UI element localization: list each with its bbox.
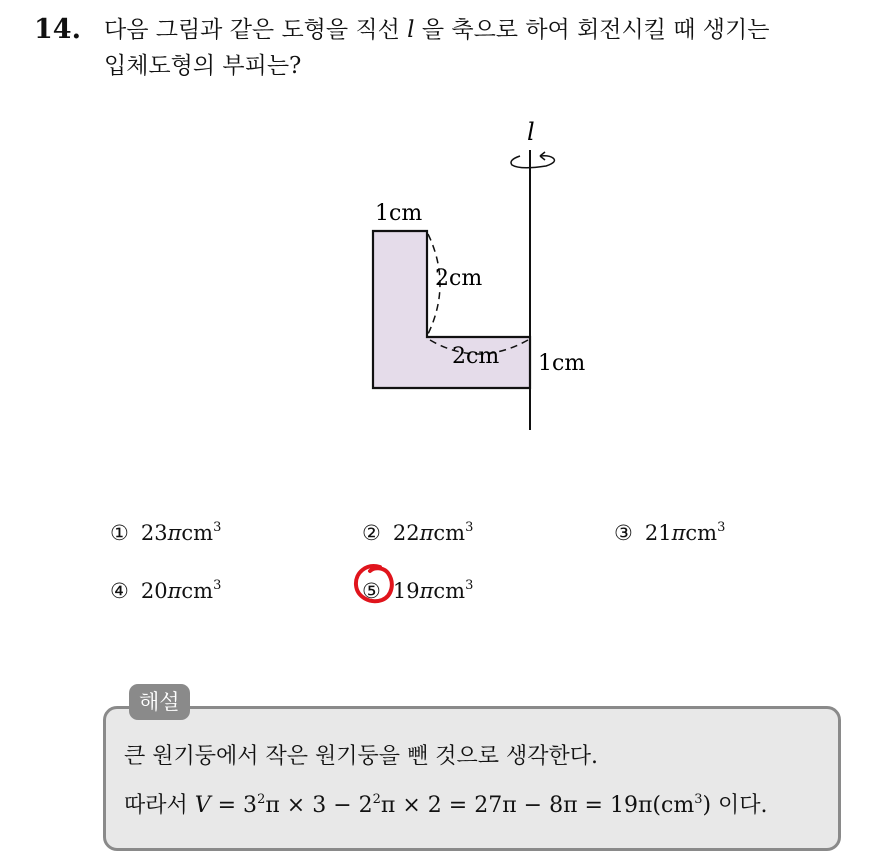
pi-symbol: π [167,521,182,545]
question-text-post: 을 축으로 하여 회전시킬 때 생기는 [414,17,770,43]
pi-symbol: π [671,521,686,545]
exponent: 2 [372,792,381,807]
choice-exponent: 3 [213,578,222,593]
axis-label: l [527,118,535,146]
solution-tag: 해설 [129,684,190,720]
solution-line1: 큰 원기둥에서 작은 원기둥을 뺀 것으로 생각한다. [124,744,598,769]
choice-unit: cm [181,579,214,603]
choice-number: ③ [614,521,633,545]
question-text-pre: 다음 그림과 같은 도형을 직선 [104,17,408,43]
choice-unit: cm [433,579,466,603]
question-text-line2: 입체도형의 부피는? [104,53,302,79]
question-number: 14. [34,14,81,45]
solution-text: 따라서 [124,793,195,818]
solution-line2 [124,785,768,821]
choice-coefficient: 23 [140,521,168,545]
choice-4[interactable] [110,572,221,605]
choice-exponent: 3 [465,578,474,593]
pi-symbol: π [419,579,434,603]
choice-coefficient: 20 [140,579,168,603]
rotation-figure [340,110,620,440]
choice-exponent: 3 [213,520,222,535]
solution-text: = 3 [210,793,258,818]
exponent: 2 [257,792,266,807]
choice-unit: cm [433,521,466,545]
volume-variable: V [194,793,211,818]
pi-symbol: π [419,521,434,545]
rotation-arrow-icon [511,156,554,168]
choice-coefficient: 21 [644,521,672,545]
solution-text: π × 3 − 2 [265,793,373,818]
choice-exponent: 3 [717,520,726,535]
question-text-line1 [104,15,769,45]
choice-coefficient: 22 [392,521,420,545]
choice-unit: cm [181,521,214,545]
choice-number: ① [110,521,129,545]
choice-coefficient: 19 [392,579,420,603]
bottom-width-label: 2cm [452,344,500,369]
choice-unit: cm [685,521,718,545]
choice-exponent: 3 [465,520,474,535]
exponent: 3 [694,792,703,807]
choice-number: ② [362,521,381,545]
axis-variable: l [407,17,415,43]
answer-circle-mark-icon [350,561,400,607]
choice-1[interactable] [110,514,221,547]
height-label: 2cm [435,266,483,291]
choice-2[interactable] [362,514,473,547]
pi-symbol: π [167,579,182,603]
base-height-label: 1cm [538,351,586,376]
top-width-label: 1cm [375,201,423,226]
choice-number: ⑤ [362,579,381,603]
solution-text: π × 2 = 27π − 8π = 19π(cm [380,793,695,818]
choice-3[interactable] [614,514,725,547]
solution-text: ) 이다. [702,793,768,818]
solution-box [103,706,841,851]
choice-number: ④ [110,579,129,603]
